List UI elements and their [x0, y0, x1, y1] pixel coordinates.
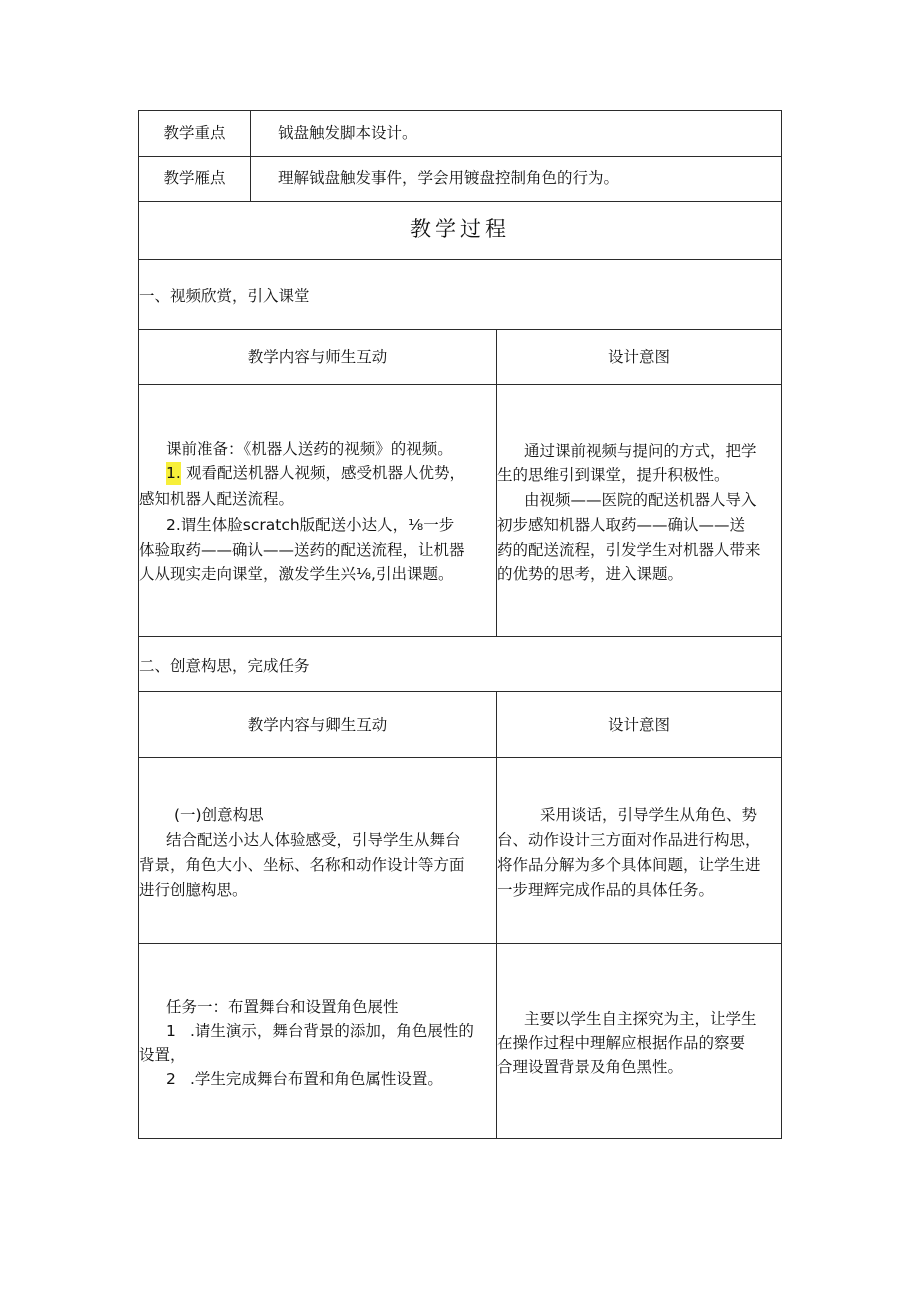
idea-line: (一)创意构思: [174, 806, 264, 824]
section1-intent-line: 药的配送流程，引发学生对机器人带来: [497, 541, 761, 559]
section1-intent-line: 的优势的思考，进入课题。: [497, 565, 684, 583]
idea-intent-line: 采用谈话，引导学生从角色、势: [540, 806, 758, 824]
task-intent-line: 合理设置背景及角色黑性。: [497, 1058, 684, 1076]
row-divider: [138, 943, 782, 944]
row-divider: [138, 757, 782, 758]
focus-text: 钺盘触发脚本设计。: [278, 124, 418, 142]
task-line: 任务一：布置舞台和设置角色展性: [166, 998, 399, 1016]
task-line: 设置，: [139, 1046, 186, 1064]
row-divider: [138, 384, 782, 385]
section1-intent-line: 通过课前视频与提问的方式，把学: [524, 442, 757, 460]
task-line: .学生完成舞台布置和角色属性设置。: [190, 1070, 443, 1088]
section2-intent-header: 设计意图: [607, 716, 670, 734]
section1-content-line: 人从现实走向课堂，激发学生兴⅛,引出课题。: [139, 565, 454, 583]
task-intent-line: 在操作过程中理解应根据作品的察要: [497, 1034, 746, 1052]
focus-label: 教学重点: [163, 124, 226, 142]
task-line: .请生演示，舞台背景的添加，角色展性的: [190, 1022, 474, 1040]
table-border-top: [138, 110, 782, 111]
section1-content-line: 感知机器人配送流程。: [139, 490, 295, 508]
section2-content-header: 教学内容与卿生互动: [247, 716, 388, 734]
table-border-right: [781, 110, 782, 1139]
table-border-left: [138, 110, 139, 1139]
row-divider: [138, 259, 782, 260]
row-divider: [138, 636, 782, 637]
section1-intent-line: 生的思维引到课堂，提升积极性。: [497, 466, 730, 484]
process-title: 教学过程: [410, 217, 510, 241]
idea-intent-line: 将作品分解为多个具体间题，让学生进: [497, 856, 761, 874]
row-divider: [138, 156, 782, 157]
difficulty-text: 理解钺盘触发事件，学会用镀盘控制角色的行为。: [278, 169, 620, 187]
idea-line: 进行创臆构思。: [139, 881, 248, 899]
row-divider: [138, 201, 782, 202]
row-divider: [138, 691, 782, 692]
section2-heading: 二、创意构思，完成任务: [139, 657, 310, 675]
idea-intent-line: 台、动作设计三方面对作品进行构思，: [497, 831, 761, 849]
section1-content-line: 体验取药——确认——送药的配送流程，让机器: [139, 541, 465, 559]
row-divider: [138, 329, 782, 330]
column-divider: [250, 110, 251, 201]
section1-intent-line: 由视频——医院的配送机器人导入: [524, 491, 757, 509]
section1-highlight-number: 1.: [166, 462, 181, 485]
idea-line: 背景，角色大小、坐标、名称和动作设计等方面: [139, 856, 465, 874]
section1-heading: 一、视频欣赏，引入课堂: [139, 287, 310, 305]
task-number: 2: [166, 1070, 176, 1088]
difficulty-label: 教学雁点: [163, 169, 226, 187]
section1-content-line: 观看配送机器人视频，感受机器人优势，: [186, 464, 466, 482]
table-border-bottom: [138, 1138, 782, 1139]
section1-content-header: 教学内容与师生互动: [247, 348, 388, 366]
section1-content-line: 课前准备：《机器人送药的视频》的视频。: [166, 440, 453, 458]
task-number: 1: [166, 1022, 176, 1040]
idea-line: 结合配送小达人体验感受，引导学生从舞台: [166, 831, 461, 849]
section1-intent-line: 初步感知机器人取药——确认——送: [497, 516, 746, 534]
section1-intent-header: 设计意图: [607, 348, 670, 366]
task-intent-line: 主要以学生自主探究为主，让学生: [524, 1010, 757, 1028]
section1-content-line: 2.谓生体脸scratch版配送小达人，⅛一步: [166, 516, 455, 534]
idea-intent-line: 一步理辉完成作品的具体任务。: [497, 881, 715, 899]
